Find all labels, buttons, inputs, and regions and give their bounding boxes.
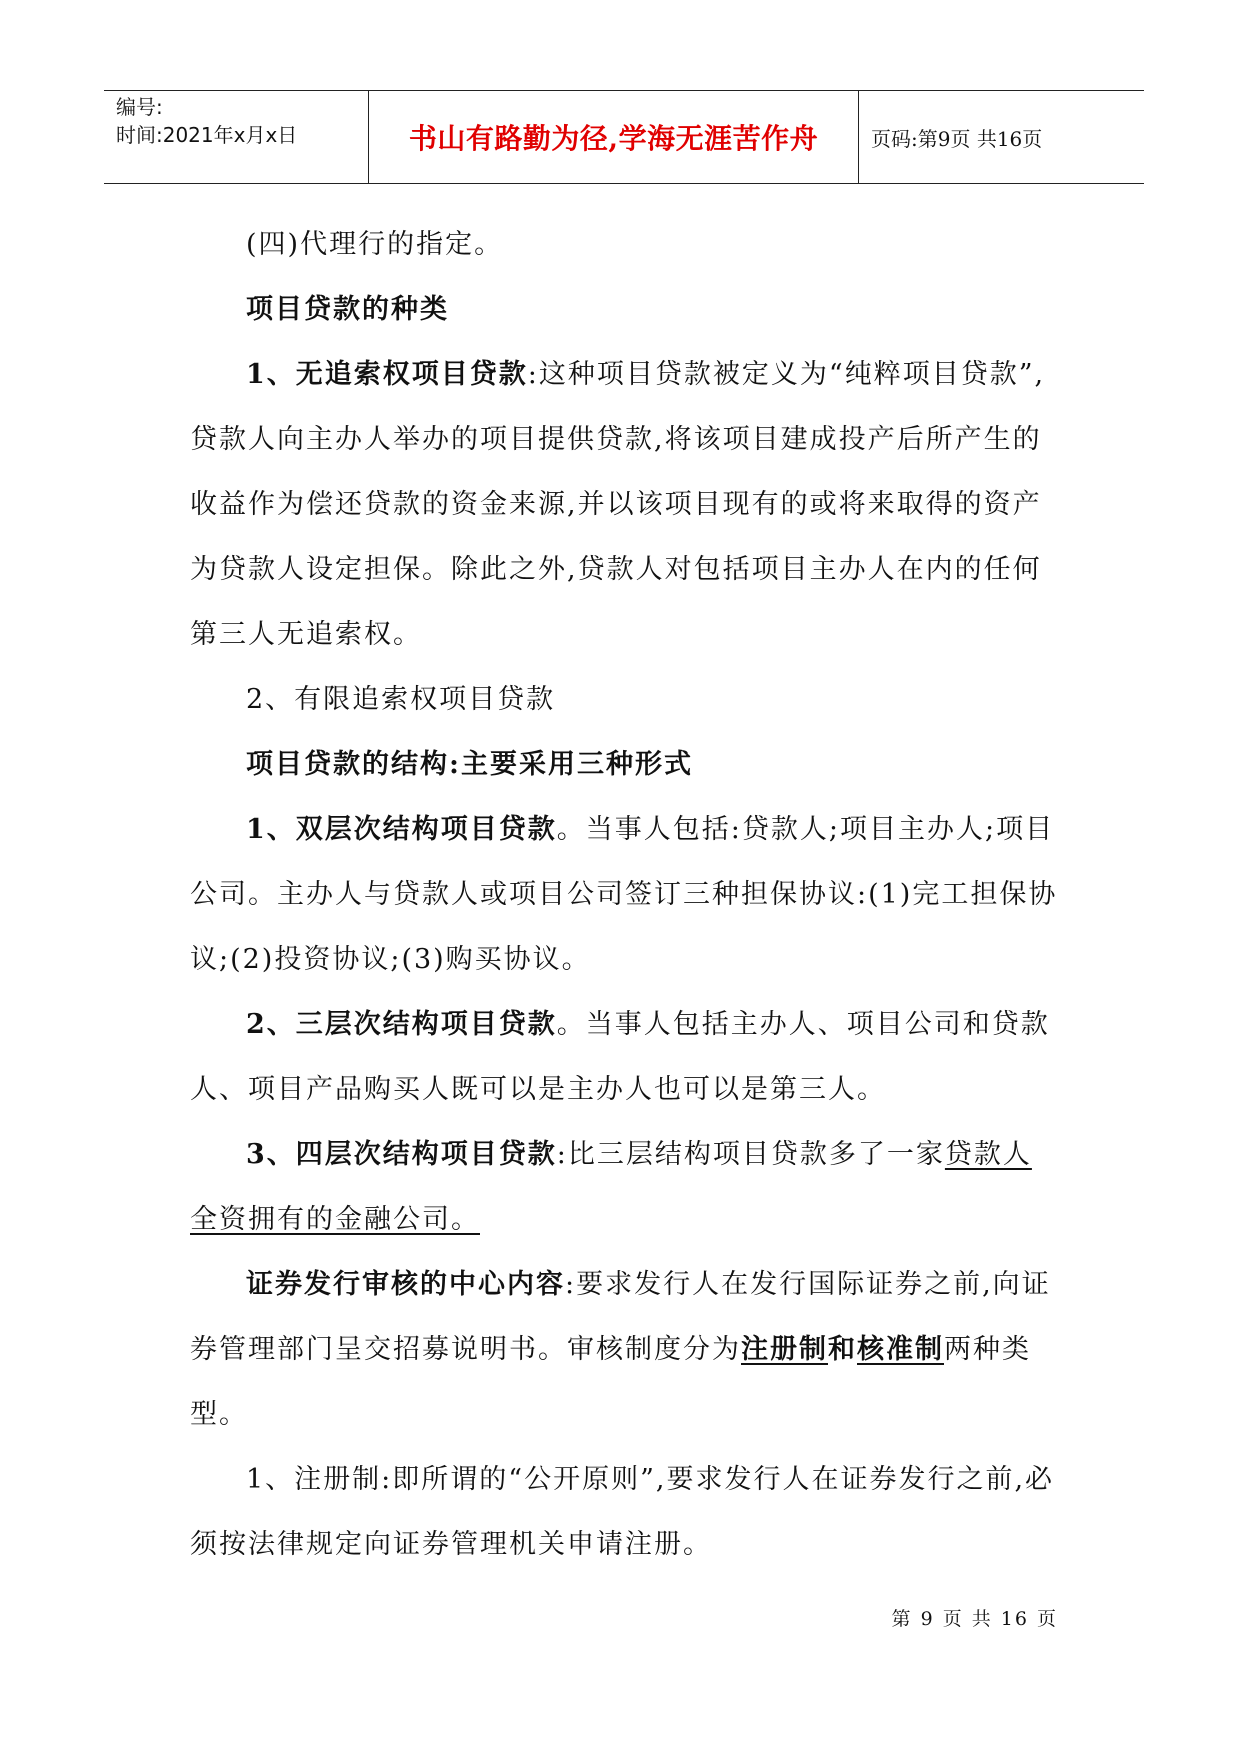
text-two-types: 两种类型。 — [190, 1334, 1031, 1430]
underlined-finance-company: 贷款人全资拥有的金融公司。 — [190, 1139, 1032, 1235]
header-motto: 书山有路勤为径,学海无涯苦作舟 — [369, 91, 859, 183]
page-footer: 第 9 页 共 16 页 — [891, 1608, 1058, 1630]
text-non-recourse: :这种项目贷款被定义为“纯粹项目贷款”,贷款人向主办人举办的项目提供贷款,将该项目建成投产后所产生的收益作为偿还贷款的资金来源,并以该项目现有的或将来取得的资产为贷款人设定担保。除此之外,贷款人对包括项目主办人在内的任何第三人无追索权。 — [190, 359, 1046, 650]
term-three-tier: 2、三层次结构项目贷款 — [246, 1009, 557, 1040]
document-body — [190, 212, 1060, 1577]
paragraph-registration-system: 1、注册制:即所谓的“公开原则”,要求发行人在证券发行之前,必须按法律规定向证券管理机关申请注册。 — [190, 1464, 1055, 1560]
document-time: 时间:2021年x月x日 — [116, 123, 298, 147]
header-meta — [104, 91, 369, 183]
paragraph-agent-bank: (四)代理行的指定。 — [246, 229, 504, 260]
paragraph-limited-recourse: 2、有限追索权项目贷款 — [246, 684, 556, 715]
paragraph-non-recourse — [190, 342, 1060, 667]
document-number-label: 编号: — [116, 95, 163, 119]
term-two-tier: 1、双层次结构项目贷款 — [246, 814, 557, 845]
term-non-recourse: 1、无追索权项目贷款 — [246, 359, 528, 390]
heading-loan-types: 项目贷款的种类 — [246, 294, 449, 325]
term-registration: 注册制 — [741, 1334, 828, 1365]
page-header — [104, 90, 1144, 184]
paragraph-three-tier — [190, 992, 1060, 1122]
text-three-tier: 。当事人包括主办人、项目公司和贷款人、项目产品购买人既可以是主办人也可以是第三人。 — [190, 1009, 1050, 1105]
paragraph-four-tier — [190, 1122, 1060, 1252]
paragraph-securities-review — [190, 1252, 1060, 1447]
text-and: 和 — [828, 1334, 857, 1365]
header-page-info: 页码:第9页 共16页 — [871, 126, 1043, 151]
paragraph-two-tier — [190, 797, 1060, 992]
term-four-tier: 3、四层次结构项目贷款 — [246, 1139, 557, 1170]
term-securities-review: 证券发行审核的中心内容 — [246, 1269, 565, 1300]
heading-loan-structure: 项目贷款的结构:主要采用三种形式 — [246, 749, 693, 780]
text-securities-review: :要求发行人在发行国际证券之前,向证券管理部门呈交招募说明书。审核制度分为 — [190, 1269, 1051, 1365]
text-two-tier: 。当事人包括:贷款人;项目主办人;项目公司。主办人与贷款人或项目公司签订三种担保协议:(1)完工担保协议;(2)投资协议;(3)购买协议。 — [190, 814, 1058, 975]
text-four-tier: :比三层结构项目贷款多了一家 — [556, 1139, 945, 1170]
term-approval: 核准制 — [857, 1334, 944, 1365]
